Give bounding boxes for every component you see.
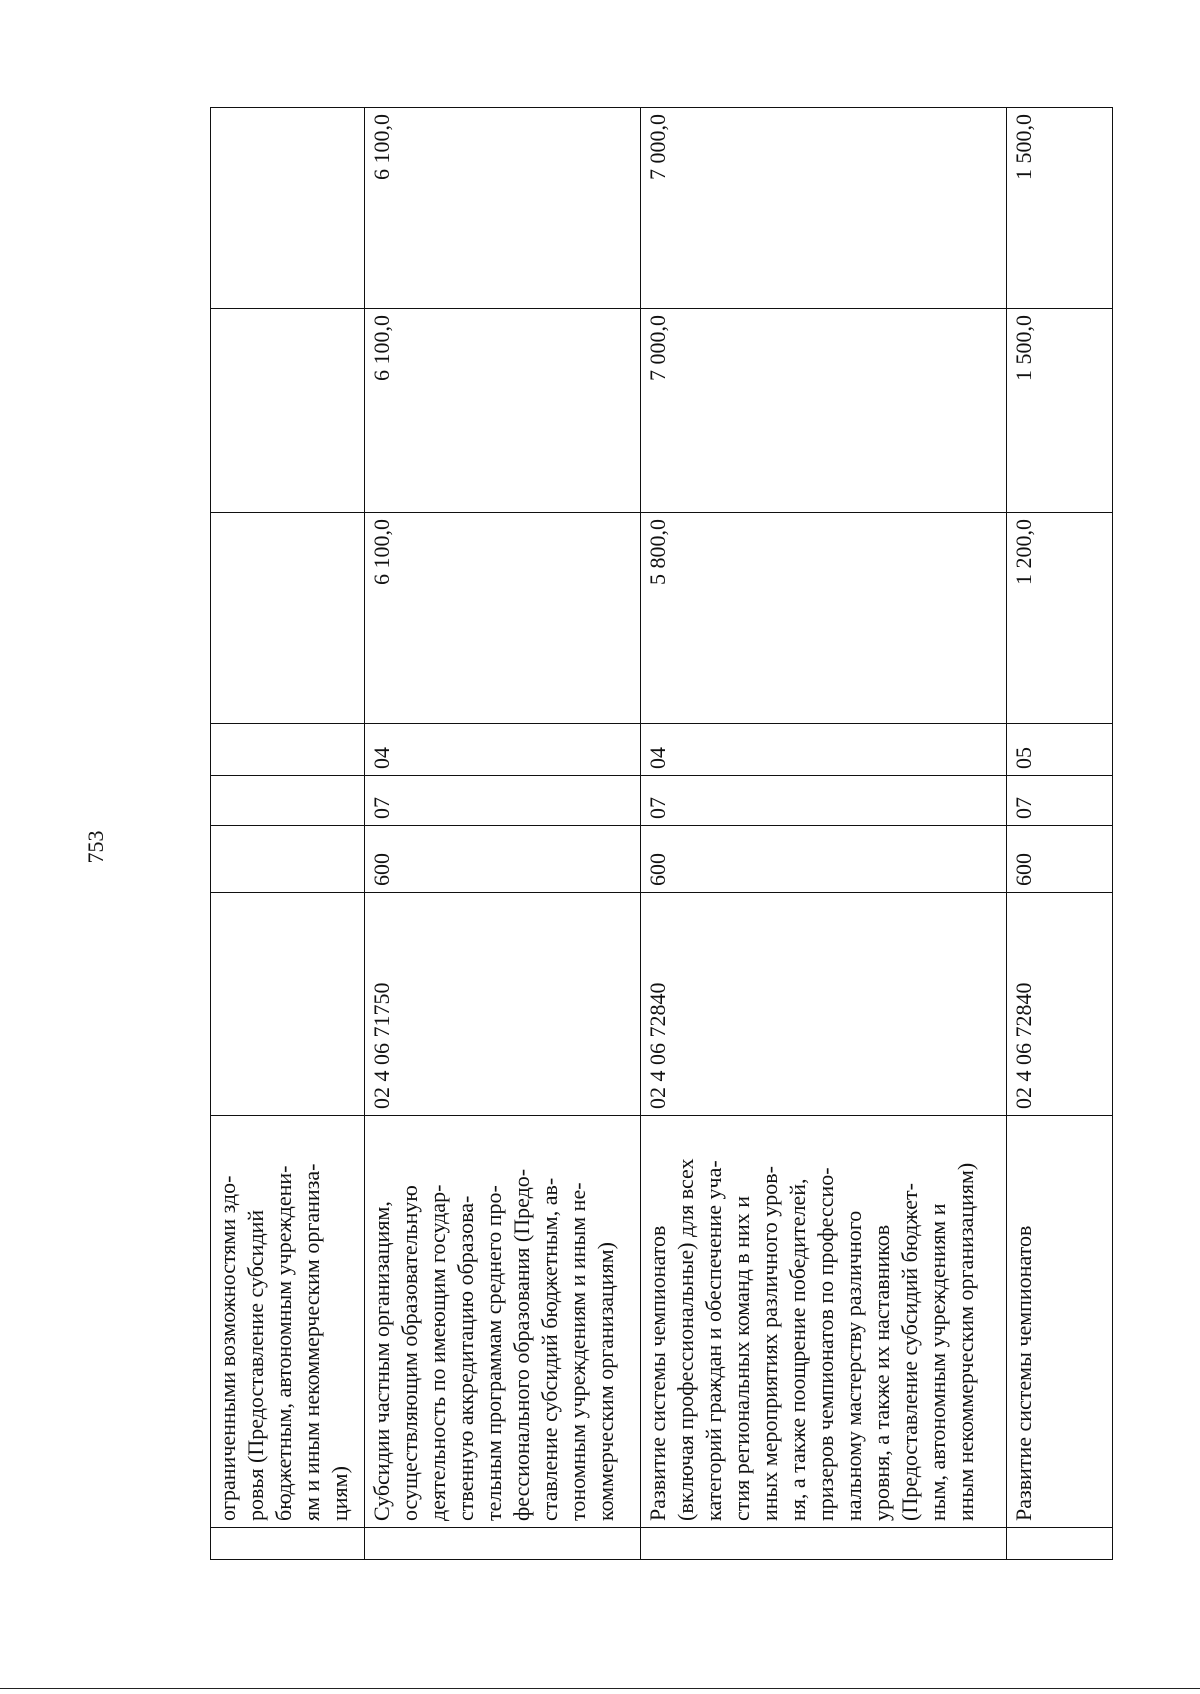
description-cell: Развитие системы чемпионатов — [1007, 1116, 1113, 1528]
table-row — [641, 108, 1007, 1560]
subsection-cell: 05 — [1007, 724, 1113, 776]
row-number-cell — [641, 1528, 1007, 1560]
section-cell — [211, 776, 365, 826]
description-cell: Развитие системы чемпионатов (включая профессиональные) для всех категорий граждан и обеспечение уча- стия региональных команд в них и иных мероприятиях различного уров- ня, а также поощрение победителей, призеров чемпионатов по профессио- нальному мастерству различного уровня, а также их наставников (Предоставление субсидий бюджет- ным, автономным учреждениям и иным некоммерческим организациям) — [641, 1116, 1007, 1528]
expense-type-cell — [211, 826, 365, 893]
amount-year-2-cell: 1 500,0 — [1007, 309, 1113, 513]
amount-year-2-cell — [211, 309, 365, 513]
table-row — [211, 108, 365, 1560]
target-article-cell: 02 4 06 72840 — [641, 893, 1007, 1116]
target-article-cell: 02 4 06 72840 — [1007, 893, 1113, 1116]
amount-year-3-cell: 1 500,0 — [1007, 108, 1113, 309]
section-cell: 07 — [365, 776, 641, 826]
target-article-cell — [211, 893, 365, 1116]
expense-type-cell: 600 — [1007, 826, 1113, 893]
target-article-cell: 02 4 06 71750 — [365, 893, 641, 1116]
amount-year-3-cell: 6 100,0 — [365, 108, 641, 309]
page-bottom-rule — [0, 1688, 1200, 1689]
description-cell: ограниченными возможностями здо- ровья (Предоставление субсидий бюджетным, автономным учреждени- ям и иным некоммерческим организа- циям) — [211, 1116, 365, 1528]
amount-year-2-cell: 7 000,0 — [641, 309, 1007, 513]
table-row — [365, 108, 641, 1560]
rotated-table-container — [210, 108, 1112, 1560]
subsection-cell: 04 — [641, 724, 1007, 776]
section-cell: 07 — [641, 776, 1007, 826]
row-number-cell — [365, 1528, 641, 1560]
row-number-cell — [211, 1528, 365, 1560]
description-cell: Субсидии частным организациям, осуществляющим образовательную деятельность по имеющим государ- ственную аккредитацию образова- тельным программам среднего про- фессионального образования (Предо- ставление субсидий бюджетным, ав- тономным учреждениям и иным не- коммерческим организациям) — [365, 1116, 641, 1528]
amount-year-2-cell: 6 100,0 — [365, 309, 641, 513]
expense-type-cell: 600 — [365, 826, 641, 893]
table-row — [1007, 108, 1113, 1560]
amount-year-3-cell — [211, 108, 365, 309]
amount-year-1-cell: 1 200,0 — [1007, 513, 1113, 724]
row-number-cell — [1007, 1528, 1113, 1560]
expense-type-cell: 600 — [641, 826, 1007, 893]
subsection-cell — [211, 724, 365, 776]
section-cell: 07 — [1007, 776, 1113, 826]
amount-year-3-cell: 7 000,0 — [641, 108, 1007, 309]
amount-year-1-cell: 6 100,0 — [365, 513, 641, 724]
subsection-cell: 04 — [365, 724, 641, 776]
amount-year-1-cell: 5 800,0 — [641, 513, 1007, 724]
amount-year-1-cell — [211, 513, 365, 724]
budget-table — [210, 107, 1113, 1560]
page-number: 753 — [83, 830, 108, 864]
